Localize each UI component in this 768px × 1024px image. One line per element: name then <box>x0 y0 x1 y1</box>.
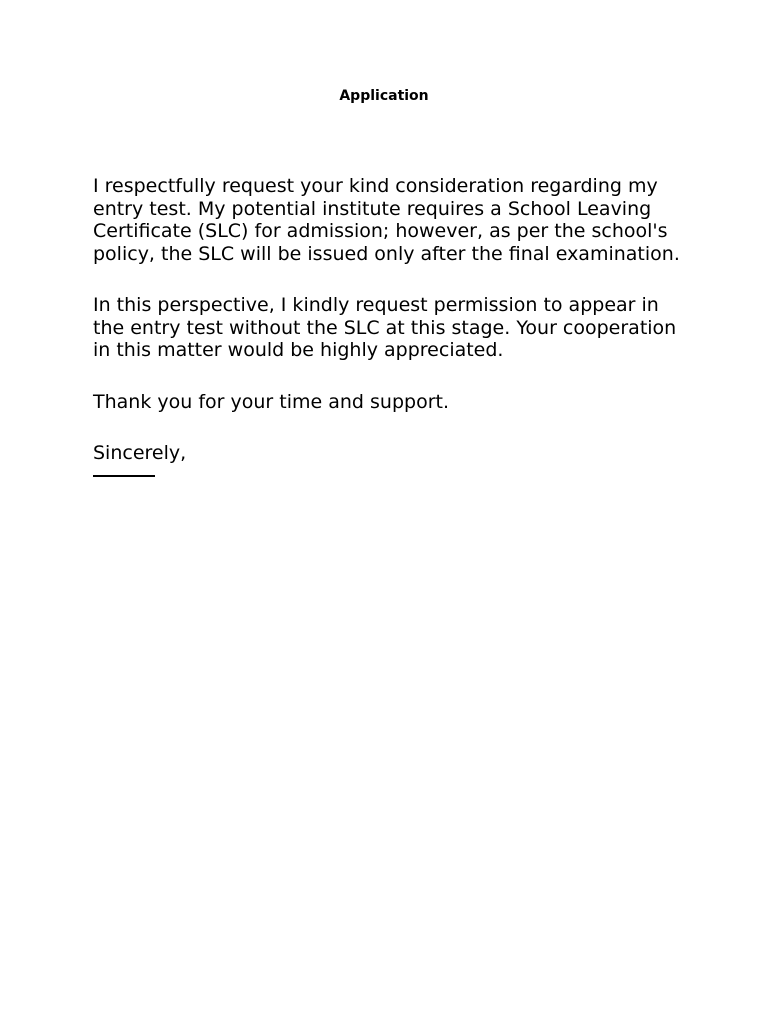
closing-salutation: Sincerely, <box>93 442 187 464</box>
paragraph-permission: In this perspective, I kindly request permission to appear in the entry test without the SLC at this stage. Your cooperation in this matter would be highly appreciated. <box>93 294 677 361</box>
document-title: Application <box>339 88 429 104</box>
letter-body <box>93 175 693 477</box>
paragraph-thanks: Thank you for your time and support. <box>93 390 449 413</box>
paragraph-request: I respectfully request your kind consideration regarding my entry test. My potential institute requires a School Leaving Certificate (SLC) for admission; however, as per the school's policy, the SLC will be issued only after the final examination. <box>93 175 680 265</box>
